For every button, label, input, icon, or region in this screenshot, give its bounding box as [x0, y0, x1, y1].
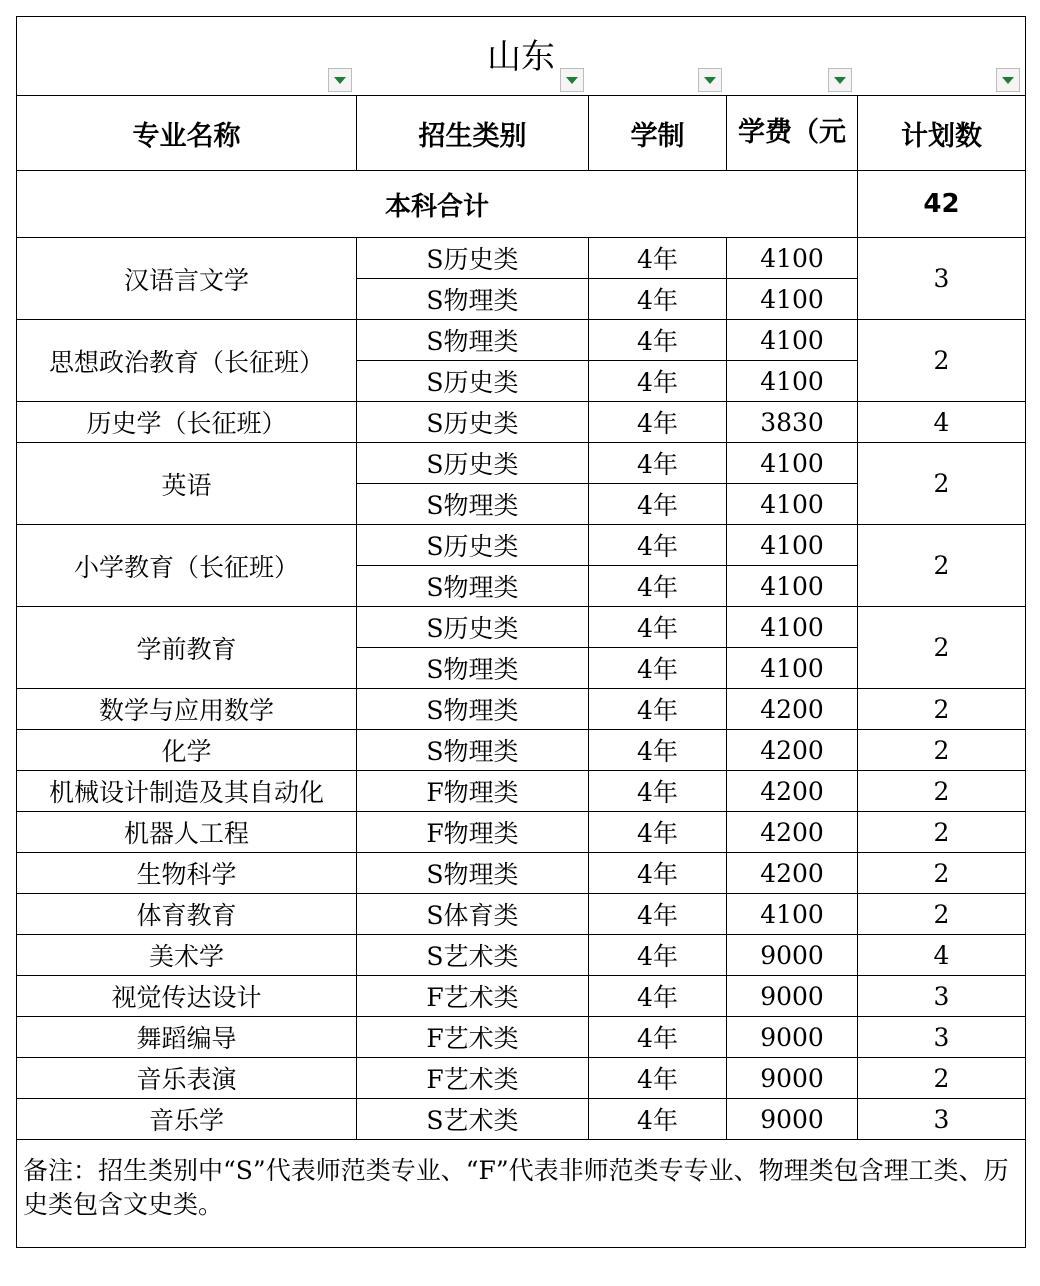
tuition-fee: 4100: [727, 238, 858, 279]
tuition-fee: 4100: [727, 894, 858, 935]
study-duration: 4年: [589, 525, 727, 566]
tuition-fee: 4100: [727, 361, 858, 402]
admission-plan-table: [16, 16, 1026, 1248]
plan-count: 4: [858, 935, 1026, 976]
tuition-fee: 4100: [727, 648, 858, 689]
enroll-category: S物理类: [357, 566, 589, 607]
table-row: [17, 812, 1026, 853]
filter-dropdown-icon[interactable]: [828, 68, 852, 92]
note-row: [17, 1140, 1026, 1248]
major-name: 舞蹈编导: [17, 1017, 357, 1058]
study-duration: 4年: [589, 730, 727, 771]
study-duration: 4年: [589, 935, 727, 976]
table-row: [17, 1017, 1026, 1058]
study-duration: 4年: [589, 1058, 727, 1099]
tuition-fee: 9000: [727, 1058, 858, 1099]
major-name: 体育教育: [17, 894, 357, 935]
plan-count: 2: [858, 1058, 1026, 1099]
study-duration: 4年: [589, 484, 727, 525]
study-duration: 4年: [589, 443, 727, 484]
tuition-fee: 4100: [727, 566, 858, 607]
plan-count: 3: [858, 238, 1026, 320]
major-name: 思想政治教育（长征班）: [17, 320, 357, 402]
study-duration: 4年: [589, 894, 727, 935]
plan-count: 3: [858, 1099, 1026, 1140]
table-row: [17, 853, 1026, 894]
table-row: [17, 935, 1026, 976]
table-row: [17, 607, 1026, 648]
plan-count: 2: [858, 894, 1026, 935]
tuition-fee: 4100: [727, 279, 858, 320]
plan-count: 3: [858, 1017, 1026, 1058]
enroll-category: S物理类: [357, 279, 589, 320]
major-name: 美术学: [17, 935, 357, 976]
enroll-category: S历史类: [357, 238, 589, 279]
total-row: [17, 171, 1026, 238]
tuition-fee: 4200: [727, 730, 858, 771]
tuition-fee: 9000: [727, 1099, 858, 1140]
tuition-fee: 9000: [727, 935, 858, 976]
study-duration: 4年: [589, 1099, 727, 1140]
major-name: 小学教育（长征班）: [17, 525, 357, 607]
enroll-category: S物理类: [357, 320, 589, 361]
footnote: 备注：招生类别中“S”代表师范类专业、“F”代表非师范类专专业、物理类包含理工类、历史类包含文史类。: [17, 1140, 1026, 1248]
study-duration: 4年: [589, 853, 727, 894]
study-duration: 4年: [589, 361, 727, 402]
tuition-fee: 9000: [727, 976, 858, 1017]
enroll-category: S艺术类: [357, 935, 589, 976]
major-name: 数学与应用数学: [17, 689, 357, 730]
enroll-category: F物理类: [357, 771, 589, 812]
table-row: [17, 894, 1026, 935]
plan-count: 2: [858, 771, 1026, 812]
title-cell: [17, 17, 1026, 96]
header-row: [17, 96, 1026, 171]
table-row: [17, 771, 1026, 812]
major-name: 历史学（长征班）: [17, 402, 357, 443]
tuition-fee: 4200: [727, 771, 858, 812]
enroll-category: F艺术类: [357, 1017, 589, 1058]
header-plan: 计划数: [858, 96, 1026, 171]
enroll-category: S物理类: [357, 648, 589, 689]
major-name: 英语: [17, 443, 357, 525]
enroll-category: S体育类: [357, 894, 589, 935]
study-duration: 4年: [589, 402, 727, 443]
enroll-category: S历史类: [357, 607, 589, 648]
major-name: 机械设计制造及其自动化: [17, 771, 357, 812]
enroll-category: S历史类: [357, 402, 589, 443]
study-duration: 4年: [589, 238, 727, 279]
study-duration: 4年: [589, 812, 727, 853]
tuition-fee: 4200: [727, 812, 858, 853]
major-name: 音乐表演: [17, 1058, 357, 1099]
study-duration: 4年: [589, 566, 727, 607]
header-duration: 学制: [589, 96, 727, 171]
tuition-fee: 4100: [727, 525, 858, 566]
table-title: 山东: [487, 37, 555, 77]
plan-count: 2: [858, 320, 1026, 402]
enroll-category: F艺术类: [357, 976, 589, 1017]
table-row: [17, 976, 1026, 1017]
study-duration: 4年: [589, 689, 727, 730]
study-duration: 4年: [589, 279, 727, 320]
enroll-category: S物理类: [357, 853, 589, 894]
plan-count: 2: [858, 812, 1026, 853]
header-major: 专业名称: [17, 96, 357, 171]
major-name: 化学: [17, 730, 357, 771]
plan-count: 2: [858, 525, 1026, 607]
table-row: [17, 443, 1026, 484]
plan-count: 2: [858, 607, 1026, 689]
study-duration: 4年: [589, 648, 727, 689]
enroll-category: F物理类: [357, 812, 589, 853]
total-label: 本科合计: [17, 171, 858, 238]
tuition-fee: 4100: [727, 443, 858, 484]
enroll-category: S历史类: [357, 443, 589, 484]
table-row: [17, 730, 1026, 771]
table-row: [17, 689, 1026, 730]
tuition-fee: 4100: [727, 320, 858, 361]
enroll-category: S物理类: [357, 484, 589, 525]
major-name: 机器人工程: [17, 812, 357, 853]
tuition-fee: 9000: [727, 1017, 858, 1058]
filter-dropdown-icon[interactable]: [328, 68, 352, 92]
table-row: [17, 238, 1026, 279]
major-name: 学前教育: [17, 607, 357, 689]
enroll-category: S艺术类: [357, 1099, 589, 1140]
major-name: 视觉传达设计: [17, 976, 357, 1017]
plan-count: 4: [858, 402, 1026, 443]
table-row: [17, 525, 1026, 566]
tuition-fee: 4200: [727, 689, 858, 730]
plan-count: 2: [858, 443, 1026, 525]
enroll-category: S物理类: [357, 689, 589, 730]
table-row: [17, 1099, 1026, 1140]
plan-count: 2: [858, 730, 1026, 771]
enroll-category: S历史类: [357, 525, 589, 566]
major-name: 音乐学: [17, 1099, 357, 1140]
header-category: 招生类别: [357, 96, 589, 171]
table-row: [17, 402, 1026, 443]
plan-count: 2: [858, 853, 1026, 894]
major-name: 生物科学: [17, 853, 357, 894]
tuition-fee: 4100: [727, 484, 858, 525]
table-row: [17, 320, 1026, 361]
study-duration: 4年: [589, 976, 727, 1017]
header-fee: 学费（元: [727, 96, 858, 171]
tuition-fee: 4200: [727, 853, 858, 894]
major-name: 汉语言文学: [17, 238, 357, 320]
tuition-fee: 4100: [727, 607, 858, 648]
tuition-fee: 3830: [727, 402, 858, 443]
filter-dropdown-icon[interactable]: [698, 68, 722, 92]
filter-dropdown-icon[interactable]: [996, 68, 1020, 92]
study-duration: 4年: [589, 771, 727, 812]
enroll-category: F艺术类: [357, 1058, 589, 1099]
study-duration: 4年: [589, 320, 727, 361]
filter-dropdown-icon[interactable]: [560, 68, 584, 92]
study-duration: 4年: [589, 1017, 727, 1058]
plan-count: 3: [858, 976, 1026, 1017]
study-duration: 4年: [589, 607, 727, 648]
table-row: [17, 1058, 1026, 1099]
enroll-category: S历史类: [357, 361, 589, 402]
plan-count: 2: [858, 689, 1026, 730]
total-value: 42: [858, 171, 1026, 238]
enroll-category: S物理类: [357, 730, 589, 771]
